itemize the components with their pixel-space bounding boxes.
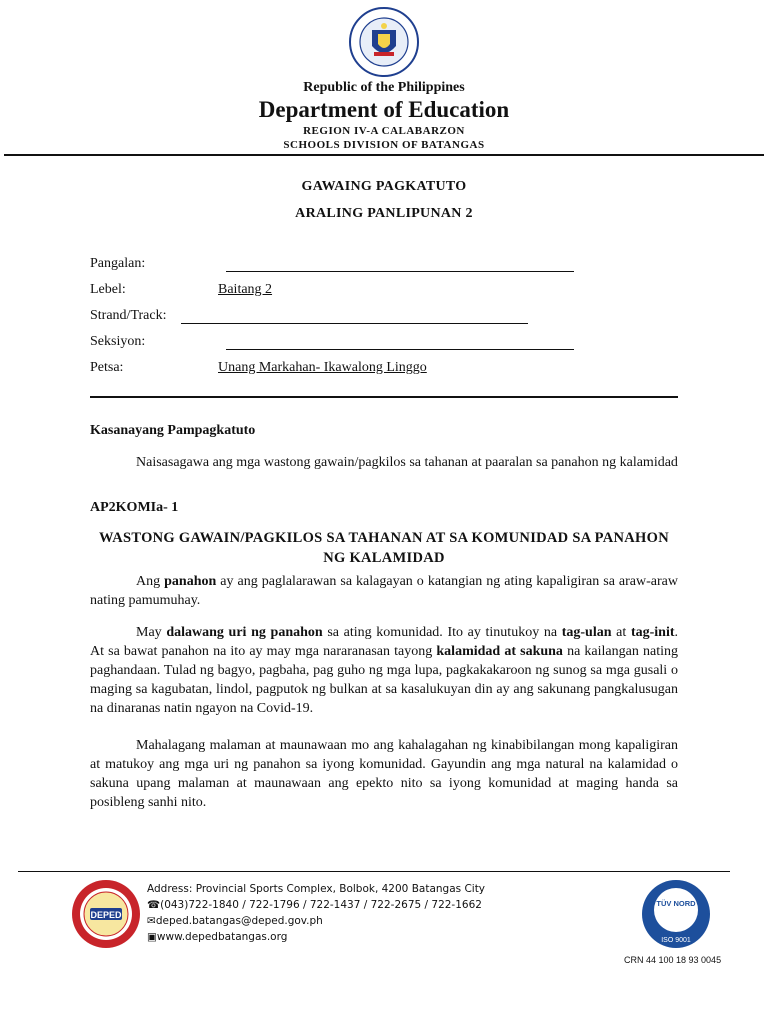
competency-code: AP2KOMIa- 1 bbox=[90, 500, 179, 515]
tuv-nord-iso-logo bbox=[640, 878, 712, 950]
cert-brand: TÜV NORD bbox=[656, 899, 696, 908]
division-logo bbox=[70, 878, 142, 950]
division-text: SCHOOLS DIVISION OF BATANGAS bbox=[283, 139, 485, 151]
phone-icon: ☎ bbox=[147, 899, 161, 911]
paragraph-2: May dalawang uri ng panahon sa ating komunidad. Ito ay tinutukoy na tag-ulan at tag-init. At sa bawat panahon na ito ay may mga nararanasan tayong kalamidad at sakuna na kailangan nating paghandaan. Tulad ng bagyo, pagbaha, pag guho ng mga lupa, pagkakakaroon ng sunog sa mga gusali o maging sa kagubatan, lindol, pagputok ng bulkan at sa kasalukuyan din ay ang sakunang pangkalusugan na dinaranas natin ngayon na Covid-19. bbox=[90, 625, 678, 716]
footer-address: Address: Provincial Sports Complex, Bolbok, 4200 Batangas City bbox=[147, 883, 486, 895]
strand-label: Strand/Track: bbox=[90, 308, 167, 323]
footer-rule bbox=[18, 871, 730, 872]
header-rule bbox=[4, 154, 764, 156]
form-rule bbox=[90, 396, 678, 398]
topic-title-line2: NG KALAMIDAD bbox=[323, 550, 445, 566]
footer-phone: (043)722-1840 / 722-1796 / 722-1437 / 722-2675 / 722-1662 bbox=[160, 899, 482, 911]
skill-heading: Kasanayang Pampagkatuto bbox=[90, 423, 256, 438]
section-label: Seksiyon: bbox=[90, 334, 146, 349]
subject-title: ARALING PANLIPUNAN 2 bbox=[295, 206, 473, 221]
footer-website-row bbox=[147, 929, 287, 945]
republic-text: Republic of the Philippines bbox=[303, 80, 465, 95]
level-value: Baitang 2 bbox=[218, 282, 273, 297]
section-blank[interactable] bbox=[226, 348, 574, 350]
name-label: Pangalan: bbox=[90, 256, 146, 271]
footer-website[interactable]: www.depedbatangas.org bbox=[156, 931, 288, 943]
deped-seal-logo bbox=[348, 6, 420, 78]
paragraph-1: Ang panahon ay ang paglalarawan sa kalagayan o katangian ng ating kapaligiran sa araw-araw nating pamumuhay. bbox=[90, 574, 678, 608]
strand-blank[interactable] bbox=[181, 322, 528, 324]
date-value: Unang Markahan- Ikawalong Linggo bbox=[218, 360, 427, 375]
date-label: Petsa: bbox=[90, 360, 124, 375]
footer-email-row bbox=[147, 913, 323, 929]
footer-phone-row bbox=[147, 897, 482, 913]
topic-title-line1: WASTONG GAWAIN/PAGKILOS SA TAHANAN AT SA KOMUNIDAD SA PANAHON bbox=[99, 530, 669, 546]
cert-iso: ISO 9001 bbox=[661, 937, 691, 944]
skill-text: Naisasagawa ang mga wastong gawain/pagkilos sa tahanan at paaralan sa panahon ng kalamidad bbox=[136, 455, 678, 470]
crn-number: CRN 44 100 18 93 0045 bbox=[624, 955, 722, 965]
footer-email[interactable]: deped.batangas@deped.gov.ph bbox=[155, 915, 323, 927]
email-icon: ✉ bbox=[147, 915, 156, 927]
region-text: REGION IV-A CALABARZON bbox=[303, 125, 465, 137]
name-blank[interactable] bbox=[226, 270, 574, 272]
department-title: Department of Education bbox=[258, 97, 510, 122]
logo-text: DEPED bbox=[90, 910, 122, 920]
level-label: Lebel: bbox=[90, 282, 126, 297]
paragraph-3: Mahalagang malaman at maunawaan mo ang kahalagahan ng kinabibilangan mong kapaligiran at matukoy ang mga uri ng panahon sa iyong komunidad. Gayundin ang mga natural na kalamidad o sakuna upang malaman at maunawaan ang epekto nito sa iyong komunidad at maging handa sa posibleng sanhi nito. bbox=[90, 738, 678, 810]
worksheet-title: GAWAING PAGKATUTO bbox=[301, 179, 467, 194]
computer-icon: ▣ bbox=[147, 931, 157, 943]
